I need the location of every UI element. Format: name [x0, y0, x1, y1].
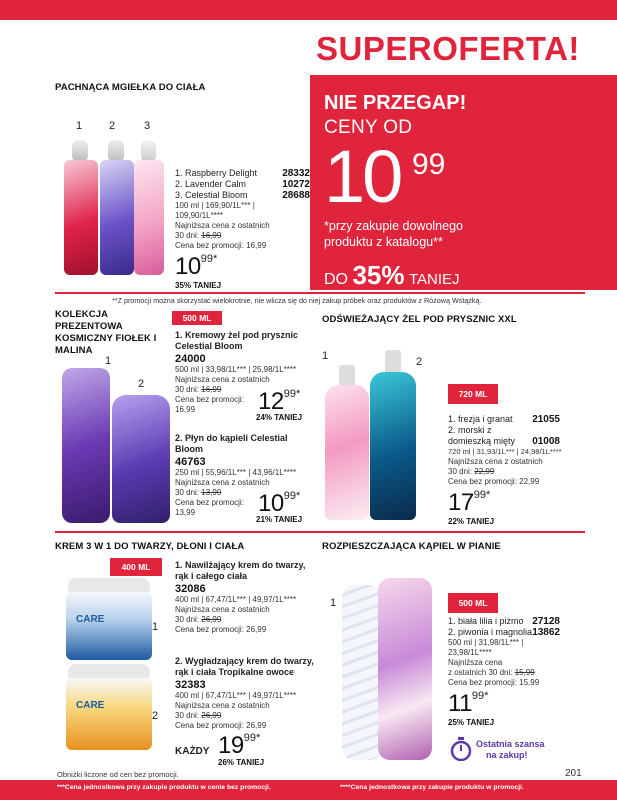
mist-bottle-1 — [64, 140, 98, 275]
mist-item-name: 2. Lavender Calm — [175, 179, 247, 189]
gel-item-code: 01008 — [532, 436, 560, 447]
kolekcja-bottle-1 — [62, 368, 110, 523]
kolekcja-item-1-lowest-1: Najniższa cena z ostatnich — [175, 375, 270, 384]
lowest-prefix: 30 dni: — [175, 488, 202, 497]
price-cents: 99* — [473, 489, 491, 501]
hero-do: DO — [324, 271, 348, 288]
mist-bottle-2 — [100, 140, 134, 275]
kolekcja-item-2-code: 46763 — [175, 456, 206, 468]
mist-title: PACHNĄCA MGIEŁKA DO CIAŁA — [55, 82, 206, 93]
kolekcja-item-1-unit: 500 ml | 33,98/1L*** | 25,98/1L**** — [175, 365, 297, 374]
bath-num-1: 1 — [330, 597, 337, 609]
mist-num-1: 1 — [76, 120, 83, 132]
old-price: 15,99 — [514, 668, 535, 677]
gel-lowest-1: Najniższa cena z ostatnich — [448, 457, 543, 466]
stopwatch-icon — [450, 737, 472, 761]
bath-lowest-2 — [448, 668, 560, 678]
krem-item-1-lowest-1: Najniższa cena z ostatnich — [175, 605, 270, 614]
gel-title: ODŚWIEŻAJĄCY ŻEL POD PRYSZNIC XXL — [322, 314, 517, 325]
price-main: 10 — [175, 253, 201, 280]
mist-item-code: 28332 — [282, 168, 310, 179]
gel-size-tag: 720 ML — [448, 384, 498, 404]
krem-jar-1 — [66, 578, 152, 660]
bath-base-price: Cena bez promocji: 15,99 — [448, 678, 540, 687]
gel-base-price: Cena bez promocji: 22,99 — [448, 477, 540, 486]
old-price: 26,99 — [201, 615, 222, 624]
krem-jar-2 — [66, 664, 152, 750]
mist-base-price: Cena bez promocji: 16,99 — [175, 241, 267, 250]
nie-przegap: NIE PRZEGAP! — [324, 92, 467, 114]
gel-info — [448, 414, 560, 526]
bath-title: ROZPIESZCZAJĄCA KĄPIEL W PIANIE — [322, 541, 501, 552]
krem-info-1 — [175, 560, 310, 635]
krem-item-1-unit: 400 ml | 67,47/1L*** | 49,97/1L**** — [175, 595, 297, 604]
krem-item-1-base: Cena bez promocji: 26,99 — [175, 625, 267, 634]
bath-item-name: 2. piwonia i magnolia — [448, 627, 533, 637]
price-main: 19 — [218, 732, 244, 759]
mist-num-3: 3 — [144, 120, 151, 132]
kolekcja-item-2-base-2: 13,99 — [175, 508, 196, 517]
krem-price — [218, 732, 260, 760]
mist-price — [175, 253, 310, 281]
mist-num-2: 2 — [109, 120, 116, 132]
mist-info — [175, 168, 310, 290]
lowest-prefix: 30 dni: — [175, 385, 202, 394]
last-chance-line-1: Ostatnia szansa — [476, 739, 545, 749]
mist-unit-2: 109,90/1L**** — [175, 211, 224, 220]
care-label: CARE — [76, 614, 105, 625]
bath-unit-2: 23,98/1L**** — [448, 648, 492, 657]
mist-item-code: 28688 — [282, 190, 310, 201]
hero-price-main: 10 — [324, 135, 401, 218]
price-cents: 99* — [200, 253, 218, 265]
krem-item-1-name: 1. Nawilżający krem do twarzy, rąk i całego ciała — [175, 560, 306, 581]
promo-hero — [310, 20, 617, 290]
mist-item-name: 3. Celestial Bloom — [175, 190, 248, 200]
kolekcja-item-2-unit: 250 ml | 55,96/1L*** | 43,96/1L**** — [175, 468, 297, 477]
lowest-prefix: 30 dni: — [175, 615, 202, 624]
krem-item-2-code: 32383 — [175, 679, 206, 691]
hero-percent: 35% — [352, 260, 405, 290]
krem-item-2-lowest-1: Najniższa cena z ostatnich — [175, 701, 270, 710]
krem-discount: 26% TANIEJ — [218, 758, 265, 767]
bath-item-name: 1. biała lilia i piżmo — [448, 616, 524, 626]
kolekcja-size-tag: 500 ML — [172, 311, 222, 325]
kolekcja-item-1-price — [258, 388, 300, 416]
lowest-prefix: 30 dni: — [448, 467, 475, 476]
mist-unit-1: 100 ml | 169,90/1L*** | — [175, 201, 255, 210]
price-main: 10 — [258, 490, 284, 517]
bath-bottle-2 — [378, 578, 432, 760]
bath-item-code: 27128 — [532, 616, 560, 627]
old-price: 26,99 — [201, 711, 222, 720]
gel-item-name: 1. frezja i granat — [448, 414, 513, 424]
footer-note-1: ***Cena jednostkowa przy zakupie produktu w cenie bez promocji. — [57, 784, 271, 791]
footer-note-2: ****Cena jednostkowa przy zakupie produktu w promocji. — [340, 784, 524, 791]
krem-item-2-name: 2. Wygładzający krem do twarzy, rąk i ciała Tropikalne owoce — [175, 656, 314, 677]
bath-item-2 — [448, 627, 560, 638]
krem-info-2 — [175, 656, 315, 731]
hero-note: *przy zakupie dowolnego produktu z katalogu** — [324, 219, 463, 249]
bath-info — [448, 616, 560, 727]
page-number: 201 — [565, 768, 582, 779]
last-chance — [476, 739, 545, 761]
superoferta-title: SUPEROFERTA! — [316, 30, 580, 67]
divider — [55, 531, 585, 533]
mist-item-3 — [175, 190, 310, 201]
bath-item-1 — [448, 616, 560, 627]
last-chance-line-2: na zakup! — [486, 750, 528, 760]
bath-size-tag: 500 ML — [448, 593, 498, 613]
lowest-prefix: 30 dni: — [175, 231, 202, 240]
price-cents: 99* — [283, 490, 301, 502]
gel-item-1 — [448, 414, 560, 425]
kolekcja-item-1-name: 1. Kremowy żel pod prysznic Celestial Bloom — [175, 330, 299, 351]
mist-bottle-3 — [134, 140, 164, 275]
mist-lowest-1: Najniższa cena z ostatnich — [175, 221, 270, 230]
kolekcja-item-2-lowest-1: Najniższa cena z ostatnich — [175, 478, 270, 487]
kolekcja-item-2-discount: 21% TANIEJ — [256, 515, 303, 524]
kolekcja-bottle-2 — [112, 395, 170, 523]
krem-item-1-code: 32086 — [175, 583, 206, 595]
kolekcja-item-1-base-2: 16,99 — [175, 405, 196, 414]
gel-item-2 — [448, 425, 560, 447]
obnizki-note: Obniżki liczone od cen bez promocji. — [57, 770, 179, 779]
bath-item-code: 13862 — [532, 627, 560, 638]
kolekcja-num-1: 1 — [105, 355, 112, 367]
old-price: 16,99 — [201, 231, 222, 240]
bath-bottle-1 — [342, 585, 382, 760]
price-main: 11 — [448, 690, 472, 717]
mist-item-1 — [175, 168, 310, 179]
old-price: 16,99 — [201, 385, 222, 394]
krem-kazdy: KAŻDY — [175, 746, 210, 757]
care-label: CARE — [76, 700, 105, 711]
kolekcja-title: KOLEKCJA PREZENTOWA KOSMICZNY FIOŁEK I MALINA — [55, 309, 157, 356]
lowest-prefix: 30 dni: — [175, 711, 202, 720]
gel-bottle-1 — [325, 365, 369, 520]
price-cents: 99* — [283, 388, 301, 400]
top-bar — [0, 0, 617, 20]
krem-item-1-lowest-2 — [175, 615, 310, 625]
krem-item-2-unit: 400 ml | 67,47/1L*** | 49,97/1L**** — [175, 691, 297, 700]
gel-bottle-2 — [370, 350, 416, 520]
bath-price — [448, 690, 560, 718]
mist-item-code: 10272 — [282, 179, 310, 190]
krem-title: KREM 3 W 1 DO TWARZY, DŁONI I CIAŁA — [55, 541, 245, 552]
kolekcja-item-1-discount: 24% TANIEJ — [256, 413, 303, 422]
kolekcja-item-2-name: 2. Płyn do kąpieli Celestial Bloom — [175, 433, 288, 454]
gel-discount: 22% TANIEJ — [448, 517, 495, 526]
price-cents: 99* — [243, 732, 261, 744]
price-cents: 99* — [471, 690, 489, 702]
hero-discount — [324, 260, 460, 291]
ceny-od: CENY OD — [324, 117, 413, 138]
bath-lowest-1: Najniższa cena — [448, 658, 503, 667]
lowest-prefix: z ostatnich 30 dni: — [448, 668, 515, 677]
mist-discount: 35% TANIEJ — [175, 281, 222, 290]
bath-discount: 25% TANIEJ — [448, 718, 495, 727]
mist-item-name: 1. Raspberry Delight — [175, 168, 258, 178]
divider — [55, 292, 585, 294]
krem-item-2-lowest-2 — [175, 711, 315, 721]
kolekcja-num-2: 2 — [138, 378, 145, 390]
gel-price — [448, 489, 560, 517]
gel-lowest-2 — [448, 467, 560, 477]
mist-item-2 — [175, 179, 310, 190]
hero-taniej: TANIEJ — [408, 271, 460, 288]
old-price: 13,99 — [201, 488, 222, 497]
krem-size-tag: 400 ML — [110, 558, 162, 576]
bath-unit-1: 500 ml | 31,98/1L*** | — [448, 638, 524, 647]
krem-num-1: 1 — [152, 621, 159, 633]
price-main: 17 — [448, 489, 474, 516]
footnote-promo: **Z promocji można skorzystać wielokrotnie, nie wlicza się do niej zakup próbek oraz produktów z Różową Wstążką. — [112, 296, 482, 305]
gel-num-1: 1 — [322, 350, 329, 362]
krem-num-2: 2 — [152, 710, 159, 722]
gel-item-code: 21055 — [532, 414, 560, 425]
hero-price-cents: 99 — [412, 148, 446, 181]
gel-num-2: 2 — [416, 356, 423, 368]
krem-item-2-base: Cena bez promocji: 26,99 — [175, 721, 267, 730]
kolekcja-item-2-base-1: Cena bez promocji: — [175, 498, 244, 507]
old-price: 22,99 — [474, 467, 495, 476]
kolekcja-item-2-price — [258, 490, 300, 518]
gel-item-name: 2. morski z domieszką mięty — [448, 425, 516, 446]
kolekcja-item-1-base-1: Cena bez promocji: — [175, 395, 244, 404]
price-main: 12 — [258, 388, 284, 415]
gel-unit: 720 ml | 31,93/1L*** | 24,98/1L**** — [448, 447, 562, 456]
kolekcja-item-1-code: 24000 — [175, 353, 206, 365]
mist-lowest-2 — [175, 231, 310, 241]
